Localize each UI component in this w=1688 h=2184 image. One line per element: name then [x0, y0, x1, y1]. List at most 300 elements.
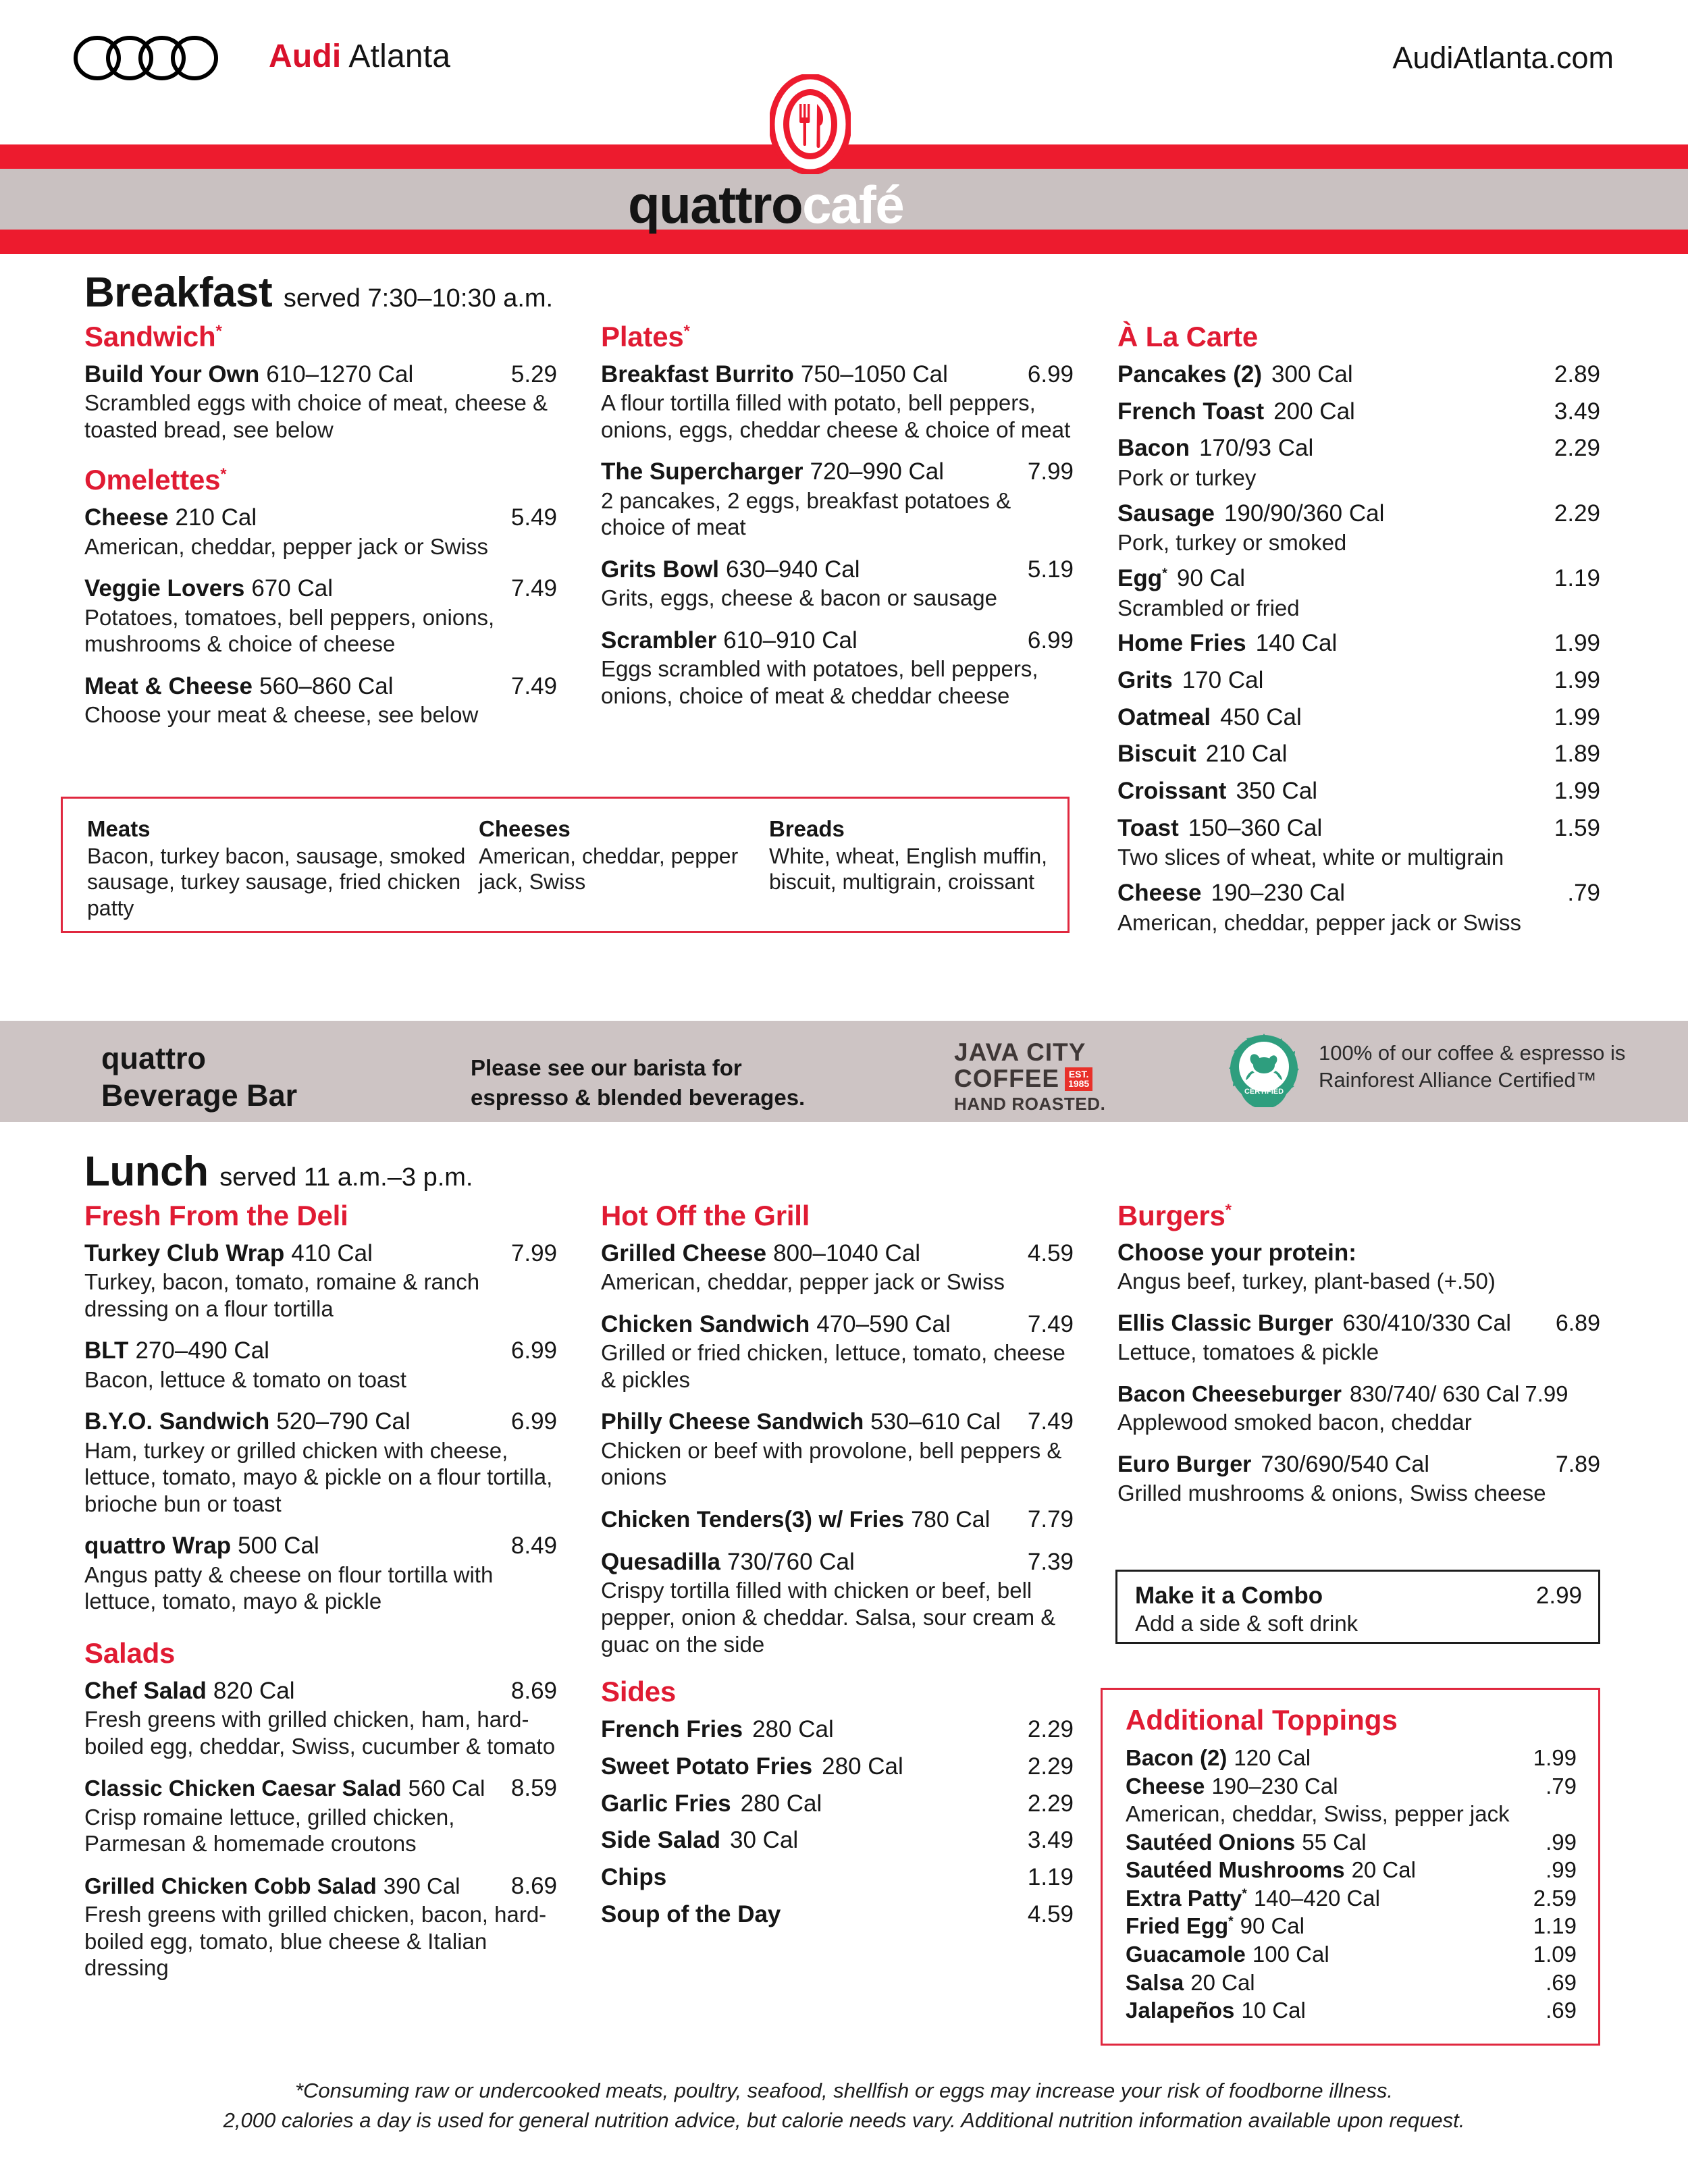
menu-item[interactable]	[601, 1753, 1074, 1782]
choices-cheeses	[479, 816, 769, 921]
item-name: Bacon Cheeseburger	[1117, 1381, 1342, 1406]
item-name: Scrambler	[601, 627, 717, 654]
item-name: Breakfast Burrito	[601, 361, 794, 388]
item-name	[1117, 564, 1167, 593]
seal-certified-label: CERTIFIED	[1244, 1088, 1284, 1096]
item-name: Chicken Sandwich	[601, 1310, 810, 1337]
item-description: Potatoes, tomatoes, bell peppers, onions, mushrooms & choice of cheese	[84, 604, 495, 657]
breakfast-section-title	[84, 269, 553, 317]
item-name: Build Your Own	[84, 361, 260, 388]
java-city-est-badge	[1065, 1067, 1092, 1091]
item-price: 1.99	[1554, 777, 1600, 804]
item-calories: 610–1270 Cal	[266, 361, 414, 388]
menu-item[interactable]	[1117, 1381, 1600, 1436]
java-city-line2: COFFEE	[954, 1064, 1060, 1092]
menu-item[interactable]	[84, 1774, 557, 1857]
item-description: Ham, turkey or grilled chicken with cheese, lettuce, tomato, mayo & pickle on a flour tortilla, brioche bun or toast	[84, 1437, 553, 1516]
item-calories: 170/93 Cal	[1198, 435, 1314, 462]
menu-item[interactable]	[1117, 879, 1600, 936]
item-calories: 560 Cal	[408, 1776, 485, 1801]
menu-item[interactable]	[601, 1506, 1074, 1533]
item-price: 7.39	[1027, 1549, 1074, 1576]
item-description: Grilled mushrooms & onions, Swiss cheese	[1117, 1480, 1546, 1506]
topping-name: Jalapeños	[1126, 1998, 1235, 2023]
topping-row[interactable]	[1126, 1828, 1577, 1857]
beverage-note-line2: espresso & blended beverages.	[471, 1085, 806, 1111]
item-name: quattro Wrap	[84, 1533, 232, 1560]
menu-item[interactable]	[84, 672, 557, 728]
item-name: The Supercharger	[601, 458, 803, 485]
choices-breads-text: White, wheat, English muffin, biscuit, multigrain, croissant	[769, 844, 1048, 895]
menu-item[interactable]	[1117, 434, 1600, 491]
menu-item[interactable]	[601, 1240, 1074, 1296]
menu-item[interactable]	[84, 1532, 557, 1614]
topping-price: 1.99	[1533, 1745, 1577, 1770]
item-calories: 30 Cal	[730, 1827, 799, 1854]
menu-item[interactable]	[1117, 666, 1600, 695]
item-price: 7.89	[1555, 1451, 1600, 1477]
item-name: Biscuit	[1117, 741, 1196, 768]
item-description: Two slices of wheat, white or multigrain	[1117, 845, 1504, 870]
item-calories: 730/760 Cal	[727, 1549, 855, 1576]
item-price: 7.49	[510, 575, 557, 602]
item-price: 7.99	[1525, 1381, 1568, 1406]
item-calories: 470–590 Cal	[816, 1310, 951, 1337]
item-calories: 830/740/ 630 Cal	[1349, 1381, 1520, 1406]
topping-name	[1126, 1884, 1247, 1913]
burgers-protein-block	[1117, 1240, 1600, 1295]
item-name: B.Y.O. Sandwich	[84, 1408, 270, 1435]
category-deli: Fresh From the Deli	[84, 1200, 348, 1231]
make-it-a-combo-box[interactable]	[1115, 1570, 1600, 1644]
item-price: 8.69	[510, 1677, 557, 1704]
item-name: Euro Burger	[1117, 1451, 1252, 1477]
build-your-own-choices-box	[61, 797, 1070, 933]
lunch-column-left	[84, 1202, 557, 1996]
footnote-star: *	[220, 465, 227, 484]
item-price: 1.99	[1554, 703, 1600, 730]
topping-calories: 90 Cal	[1240, 1913, 1304, 1939]
item-description: Fresh greens with grilled chicken, bacon, hard-boiled egg, tomato, blue cheese & Italian dressing	[84, 1902, 547, 1981]
item-price: 5.29	[510, 361, 557, 388]
beverage-note-line1: Please see our barista for	[471, 1055, 742, 1080]
item-price: 7.49	[510, 672, 557, 699]
menu-item[interactable]	[1117, 777, 1600, 806]
topping-price: 1.09	[1533, 1942, 1577, 1967]
java-city-line1: JAVA CITY	[954, 1038, 1086, 1066]
menu-item[interactable]	[601, 1900, 1074, 1929]
item-name: Classic Chicken Caesar Salad	[84, 1776, 402, 1801]
item-price: 3.49	[1027, 1827, 1074, 1854]
footnote-star: *	[1242, 1886, 1247, 1901]
item-description: American, cheddar, pepper jack or Swiss	[1117, 909, 1521, 935]
category-sides: Sides	[601, 1676, 677, 1708]
topping-name	[1126, 1912, 1234, 1940]
topping-price: .79	[1546, 1773, 1577, 1799]
item-calories: 280 Cal	[822, 1753, 903, 1780]
item-description: Grits, eggs, cheese & bacon or sausage	[601, 585, 998, 611]
beverage-bar-title-line1: quattro	[101, 1041, 206, 1075]
item-name: Turkey Club Wrap	[84, 1240, 285, 1267]
topping-price: .69	[1546, 1969, 1577, 1995]
topping-calories: 120 Cal	[1234, 1745, 1311, 1770]
item-price: 3.49	[1554, 398, 1600, 425]
breakfast-column-left	[84, 323, 557, 743]
item-calories: 780 Cal	[911, 1506, 991, 1533]
item-calories: 820 Cal	[213, 1677, 295, 1704]
item-calories: 210 Cal	[1205, 741, 1288, 768]
toppings-heading: Additional Toppings	[1126, 1704, 1398, 1736]
item-price: 2.29	[1027, 1790, 1074, 1817]
item-name: Pancakes (2)	[1117, 361, 1263, 388]
item-calories: 390 Cal	[383, 1873, 460, 1898]
disclaimer-line-2: 2,000 calories a day is used for general nutrition advice, but calorie needs vary. Additional nutrition information available upon request.	[223, 2108, 1465, 2133]
topping-calories: 20 Cal	[1351, 1857, 1416, 1883]
topping-row[interactable]	[1126, 1940, 1577, 1969]
cafe-wordmark-cafe: café	[802, 175, 904, 234]
item-calories: 500 Cal	[238, 1533, 319, 1560]
menu-item[interactable]	[601, 1548, 1074, 1657]
java-city-line3: HAND ROASTED.	[954, 1093, 1106, 1114]
breakfast-column-right	[1117, 323, 1600, 944]
topping-price: 2.59	[1533, 1885, 1577, 1911]
protein-options: Angus beef, turkey, plant-based (+.50)	[1117, 1269, 1496, 1294]
menu-item[interactable]	[84, 1337, 557, 1393]
topping-name: Sautéed Onions	[1126, 1829, 1296, 1855]
menu-item[interactable]	[84, 1408, 557, 1517]
topping-calories: 20 Cal	[1190, 1969, 1255, 1995]
choices-cheeses-heading: Cheeses	[479, 816, 571, 841]
item-name: Oatmeal	[1117, 703, 1211, 730]
item-name: Chicken Tenders(3) w/ Fries	[601, 1506, 905, 1533]
item-price: .79	[1567, 879, 1600, 906]
item-description: Choose your meat & cheese, see below	[84, 702, 479, 728]
item-calories: 560–860 Cal	[259, 672, 394, 699]
item-description: Angus patty & cheese on flour tortilla with lettuce, tomato, mayo & pickle	[84, 1562, 494, 1614]
disclaimer-line-1: *Consuming raw or undercooked meats, poultry, seafood, shellfish or eggs may increase your risk of foodborne illness.	[294, 2079, 1394, 2102]
topping-price: .99	[1546, 1829, 1577, 1855]
menu-item[interactable]	[601, 556, 1074, 612]
item-price: 2.29	[1554, 500, 1600, 527]
item-name: Garlic Fries	[601, 1790, 731, 1817]
item-calories: 450 Cal	[1220, 703, 1302, 730]
topping-price: .99	[1546, 1857, 1577, 1883]
menu-item[interactable]	[1117, 361, 1600, 390]
item-price: 5.49	[510, 504, 557, 531]
menu-item[interactable]	[601, 1310, 1074, 1393]
topping-row[interactable]	[1126, 1744, 1577, 1772]
item-price: 2.29	[1554, 435, 1600, 462]
item-name: Croissant	[1117, 777, 1227, 804]
topping-calories: 140–420 Cal	[1253, 1885, 1380, 1911]
item-name: Ellis Classic Burger	[1117, 1310, 1334, 1336]
item-calories: 630/410/330 Cal	[1342, 1310, 1511, 1336]
topping-price: 1.19	[1533, 1913, 1577, 1939]
item-calories: 190/90/360 Cal	[1223, 500, 1385, 527]
toppings-cheese-note: American, cheddar, Swiss, pepper jack	[1126, 1801, 1510, 1827]
additional-toppings-box	[1101, 1688, 1600, 2046]
lunch-title-text: Lunch	[84, 1148, 209, 1195]
footnote-star: *	[215, 322, 222, 340]
category-grill: Hot Off the Grill	[601, 1200, 810, 1231]
item-calories: 410 Cal	[291, 1240, 373, 1267]
item-name: Toast	[1117, 814, 1179, 841]
java-city-est-label: EST.	[1068, 1068, 1089, 1080]
topping-name: Sautéed Mushrooms	[1126, 1857, 1345, 1883]
category-alacarte: À La Carte	[1117, 321, 1259, 352]
choices-meats-heading: Meats	[87, 816, 151, 841]
category-burgers-label: Burgers	[1117, 1200, 1225, 1231]
item-price: 7.99	[1027, 458, 1074, 485]
menu-item[interactable]	[1117, 1310, 1600, 1366]
item-calories: 350 Cal	[1236, 777, 1318, 804]
category-omelettes-label: Omelettes	[84, 464, 221, 496]
menu-item[interactable]	[84, 1872, 557, 1981]
item-price: 8.69	[510, 1872, 557, 1899]
topping-row[interactable]	[1126, 1884, 1577, 1913]
category-salads: Salads	[84, 1636, 176, 1669]
breakfast-hours: served 7:30–10:30 a.m.	[283, 284, 554, 313]
item-name: Grilled Cheese	[601, 1240, 767, 1267]
item-description: Chicken or beef with provolone, bell peppers & onions	[601, 1437, 1062, 1490]
category-plates	[601, 323, 1074, 351]
topping-name: Salsa	[1126, 1969, 1184, 1995]
menu-item[interactable]	[601, 361, 1074, 443]
footnote-star: *	[683, 322, 690, 340]
cafe-wordmark	[628, 174, 903, 236]
lunch-column-middle	[601, 1202, 1074, 1937]
menu-item[interactable]	[1117, 629, 1600, 658]
item-price: 1.19	[1027, 1863, 1074, 1890]
item-description: American, cheddar, pepper jack or Swiss	[84, 533, 488, 559]
item-calories: 190–230 Cal	[1211, 879, 1346, 906]
item-description: Scrambled eggs with choice of meat, cheese & toasted bread, see below	[84, 390, 548, 442]
menu-item[interactable]	[601, 627, 1074, 709]
item-calories: 200 Cal	[1273, 398, 1355, 425]
item-description: Turkey, bacon, tomato, romaine & ranch dressing on a flour tortilla	[84, 1269, 480, 1321]
item-price: 2.29	[1027, 1753, 1074, 1780]
menu-item[interactable]	[601, 1715, 1074, 1744]
item-name-text: Egg	[1117, 564, 1163, 591]
item-description: Pork or turkey	[1117, 465, 1257, 491]
item-calories: 280 Cal	[752, 1716, 834, 1743]
item-description: Eggs scrambled with potatoes, bell peppers, onions, choice of meat & cheddar cheese	[601, 656, 1038, 708]
topping-calories: 55 Cal	[1302, 1829, 1367, 1855]
item-name: Chips	[601, 1863, 667, 1890]
audi-wordmark-black: Atlanta	[341, 38, 451, 74]
audi-rings-logo	[73, 35, 228, 81]
item-calories: 800–1040 Cal	[773, 1240, 921, 1267]
menu-item[interactable]	[84, 1677, 557, 1759]
item-calories: 730/690/540 Cal	[1261, 1451, 1429, 1477]
breakfast-column-middle	[601, 323, 1074, 724]
plate-fork-knife-icon	[770, 74, 851, 174]
item-name: Home Fries	[1117, 630, 1246, 657]
beverage-bar-title	[101, 1040, 297, 1115]
website-url[interactable]: AudiAtlanta.com	[1392, 41, 1614, 75]
menu-item[interactable]	[601, 1408, 1074, 1490]
item-calories: 530–610 Cal	[870, 1409, 1001, 1435]
item-name: French Fries	[601, 1716, 743, 1743]
menu-item[interactable]	[1117, 500, 1600, 556]
item-name: Side Salad	[601, 1827, 721, 1854]
audi-atlanta-wordmark	[269, 38, 450, 75]
choices-meats-text: Bacon, turkey bacon, sausage, smoked sausage, turkey sausage, fried chicken patty	[87, 844, 466, 920]
topping-name: Guacamole	[1126, 1942, 1246, 1967]
item-price: 6.99	[510, 1408, 557, 1435]
breakfast-title-text: Breakfast	[84, 269, 273, 316]
item-calories: 90 Cal	[1176, 564, 1246, 591]
item-name: Quesadilla	[601, 1549, 721, 1576]
item-description: Crisp romaine lettuce, grilled chicken, Parmesan & homemade croutons	[84, 1804, 455, 1857]
item-name: Meat & Cheese	[84, 672, 253, 699]
combo-price: 2.99	[1535, 1582, 1582, 1609]
item-name: Grilled Chicken Cobb Salad	[84, 1873, 377, 1898]
item-price: 1.99	[1554, 666, 1600, 693]
item-price: 6.99	[1027, 627, 1074, 654]
menu-item[interactable]	[1117, 398, 1600, 427]
topping-row[interactable]	[1126, 1772, 1577, 1801]
item-calories: 210 Cal	[175, 504, 257, 531]
menu-item[interactable]	[84, 504, 557, 560]
item-calories: 520–790 Cal	[276, 1408, 411, 1435]
item-name: Soup of the Day	[601, 1900, 781, 1927]
topping-calories: 100 Cal	[1252, 1942, 1329, 1967]
item-description: 2 pancakes, 2 eggs, breakfast potatoes & choice of meat	[601, 487, 1011, 540]
item-description: Lettuce, tomatoes & pickle	[1117, 1339, 1379, 1365]
item-price: 2.89	[1554, 361, 1600, 388]
category-sandwich	[84, 323, 557, 351]
item-name: Bacon	[1117, 435, 1190, 462]
item-price: 1.89	[1554, 741, 1600, 768]
item-name: Grits Bowl	[601, 556, 720, 583]
menu-item[interactable]	[84, 575, 557, 657]
item-description: Crispy tortilla filled with chicken or beef, bell pepper, onion & cheddar. Salsa, sour cream & guac on the side	[601, 1578, 1056, 1657]
item-name: Veggie Lovers	[84, 575, 245, 602]
item-price: 1.99	[1554, 630, 1600, 657]
item-name: Sausage	[1117, 500, 1215, 527]
topping-row[interactable]	[1126, 1969, 1577, 1997]
item-price: 8.49	[510, 1533, 557, 1560]
item-price: 7.49	[1027, 1310, 1074, 1337]
item-description: A flour tortilla filled with potato, bell peppers, onions, eggs, cheddar cheese & choice of meat	[601, 390, 1071, 442]
item-price: 8.59	[510, 1775, 557, 1802]
item-name: French Toast	[1117, 398, 1265, 425]
lunch-column-right	[1117, 1202, 1600, 1522]
rainforest-alliance-statement: 100% of our coffee & espresso is Rainforest Alliance Certified™	[1319, 1041, 1626, 1092]
lunch-hours: served 11 a.m.–3 p.m.	[219, 1163, 473, 1192]
item-name: Cheese	[1117, 879, 1202, 906]
item-price: 1.19	[1554, 564, 1600, 591]
menu-item[interactable]	[601, 458, 1074, 540]
topping-row[interactable]	[1126, 1856, 1577, 1884]
item-price: 4.59	[1027, 1900, 1074, 1927]
footnote-star: *	[1228, 1915, 1234, 1929]
java-city-est-year: 1985	[1068, 1078, 1090, 1090]
topping-name: Bacon (2)	[1126, 1745, 1228, 1770]
menu-item[interactable]	[1117, 814, 1600, 871]
item-price: 1.59	[1554, 814, 1600, 841]
beverage-bar-title-line2: Beverage Bar	[101, 1077, 298, 1113]
menu-item[interactable]	[601, 1790, 1074, 1819]
item-calories: 750–1050 Cal	[800, 361, 948, 388]
item-calories: 140 Cal	[1255, 630, 1338, 657]
item-calories: 610–910 Cal	[723, 627, 858, 654]
topping-calories: 10 Cal	[1241, 1998, 1306, 2023]
item-calories: 170 Cal	[1182, 666, 1264, 693]
footer-disclaimer	[0, 2076, 1688, 2135]
topping-row[interactable]	[1126, 1996, 1577, 2025]
item-description: Fresh greens with grilled chicken, ham, hard-boiled egg, cheddar, Swiss, cucumber & tomato	[84, 1707, 556, 1759]
item-description: Grilled or fried chicken, lettuce, tomato, cheese & pickles	[601, 1340, 1065, 1392]
combo-name: Make it a Combo	[1135, 1582, 1323, 1609]
item-name: Philly Cheese Sandwich	[601, 1409, 864, 1435]
item-description: American, cheddar, pepper jack or Swiss	[601, 1269, 1005, 1295]
footnote-star: *	[1162, 566, 1167, 581]
item-price: 7.79	[1027, 1506, 1074, 1533]
topping-price: .69	[1546, 1998, 1577, 2023]
lunch-section-title	[84, 1148, 473, 1196]
item-calories: 630–940 Cal	[726, 556, 860, 583]
protein-label: Choose your protein:	[1117, 1240, 1356, 1266]
item-price: 6.99	[510, 1337, 557, 1364]
category-plates-label: Plates	[601, 321, 684, 352]
item-description: Pork, turkey or smoked	[1117, 530, 1347, 556]
menu-item[interactable]	[1117, 740, 1600, 769]
item-name: Cheese	[84, 504, 169, 531]
topping-name-text: Extra Patty	[1126, 1885, 1242, 1911]
item-price: 7.49	[1027, 1408, 1074, 1435]
item-price: 6.89	[1555, 1310, 1600, 1336]
cafe-wordmark-quattro: quattro	[628, 175, 803, 234]
item-calories: 720–990 Cal	[810, 458, 945, 485]
menu-item[interactable]	[84, 1240, 557, 1322]
item-name: Chef Salad	[84, 1677, 207, 1704]
menu-item[interactable]	[1117, 703, 1600, 733]
menu-item[interactable]	[84, 361, 557, 443]
item-name: Sweet Potato Fries	[601, 1753, 813, 1780]
category-sandwich-label: Sandwich	[84, 321, 216, 352]
footnote-star: *	[1225, 1201, 1232, 1219]
item-price: 2.29	[1027, 1716, 1074, 1743]
topping-name-text: Fried Egg	[1126, 1913, 1229, 1939]
item-price: 5.19	[1027, 556, 1074, 583]
java-city-coffee-logo	[954, 1040, 1116, 1115]
item-calories: 280 Cal	[740, 1790, 822, 1817]
menu-item[interactable]	[601, 1863, 1074, 1892]
item-calories: 150–360 Cal	[1188, 814, 1323, 841]
menu-item[interactable]	[1117, 564, 1600, 621]
item-description: Scrambled or fried	[1117, 595, 1300, 620]
item-description: Bacon, lettuce & tomato on toast	[84, 1366, 406, 1392]
choices-cheeses-text: American, cheddar, pepper jack, Swiss	[479, 844, 739, 895]
choices-breads-heading: Breads	[769, 816, 845, 841]
item-calories: 270–490 Cal	[135, 1337, 269, 1364]
item-calories: 300 Cal	[1271, 361, 1353, 388]
item-price: 4.59	[1027, 1240, 1074, 1267]
topping-calories: 190–230 Cal	[1211, 1773, 1338, 1799]
rainforest-alliance-seal-icon	[1227, 1033, 1301, 1107]
topping-row[interactable]	[1126, 1912, 1577, 1940]
menu-item[interactable]	[601, 1826, 1074, 1855]
item-description: Applewood smoked bacon, cheddar	[1117, 1409, 1472, 1435]
combo-description: Add a side & soft drink	[1135, 1611, 1359, 1636]
menu-item[interactable]	[1117, 1451, 1600, 1507]
item-price: 7.99	[510, 1240, 557, 1267]
choices-meats	[87, 816, 479, 921]
item-price: 6.99	[1027, 361, 1074, 388]
item-name: Grits	[1117, 666, 1173, 693]
